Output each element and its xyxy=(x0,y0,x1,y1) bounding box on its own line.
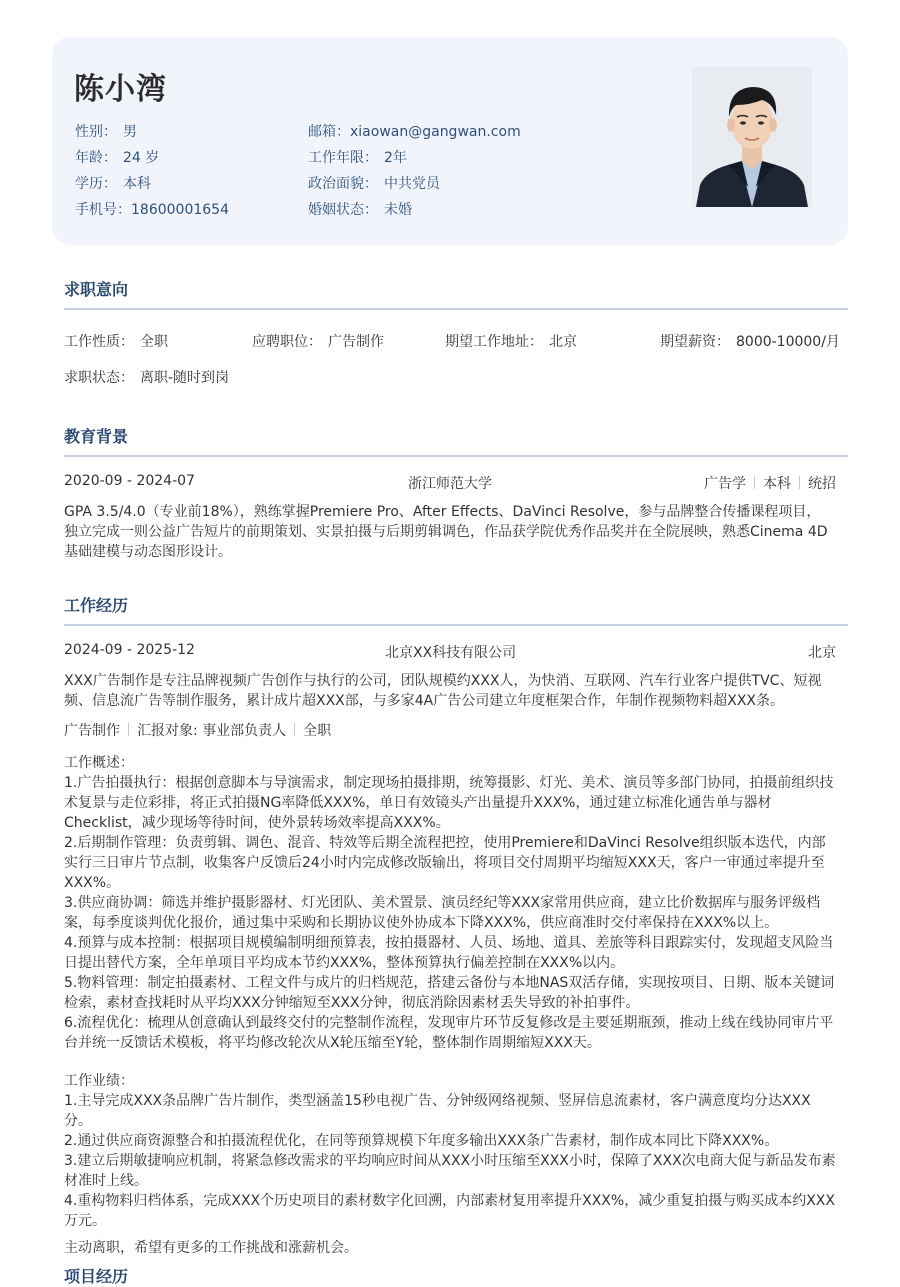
phone-row xyxy=(75,199,229,219)
marital-label: 婚姻状态： xyxy=(308,202,378,218)
education-degree: 本科 xyxy=(763,476,791,492)
email-value: xiaowan@gangwan.com xyxy=(350,124,521,140)
politics-label: 政治面貌： xyxy=(308,176,378,192)
candidate-name: 陈小湾 xyxy=(74,72,167,107)
section-divider xyxy=(64,624,848,626)
education-label: 学历： xyxy=(75,176,117,192)
work-tag-role: 广告制作 xyxy=(64,723,120,739)
work-leave-reason: 主动离职，希望有更多的工作挑战和涨薪机会。 xyxy=(64,1240,358,1256)
intent-salary-label: 期望薪资： xyxy=(660,334,730,350)
work-overview-title: 工作概述： xyxy=(64,755,134,771)
list-item: 4.重构物料归档体系，完成XXX个历史项目的素材数字化回溯，内部素材复用率提升XXX%，减少重复拍摄与购买成本约XXX万元。 xyxy=(64,1193,835,1229)
education-description: GPA 3.5/4.0（专业前18%），熟练掌握Premiere Pro、After Effects、DaVinci Resolve，参与品牌整合传播课程项目，独立完成一则公益广告短片的前期策划、实景拍摄与后期剪辑调色，作品获学院优秀作品奖并在全院展映，熟悉Cinema 4D基础建模与动态图形设计。 xyxy=(64,504,828,560)
intent-salary-value: 8000-10000/月 xyxy=(736,334,840,350)
profile-photo xyxy=(692,67,812,207)
intent-status xyxy=(64,367,229,387)
separator xyxy=(799,476,800,489)
work-city: 北京 xyxy=(808,645,836,661)
list-item: 3.建立后期敏捷响应机制，将紧急修改需求的平均响应时间从XXX小时压缩至XXX小时，保障了XXX次电商大促与新品发布素材准时上线。 xyxy=(64,1153,836,1189)
gender-label: 性别： xyxy=(75,124,117,140)
years-row xyxy=(308,147,407,167)
intent-position xyxy=(252,331,384,351)
email-row xyxy=(308,121,521,141)
work-company: 北京XX科技有限公司 xyxy=(385,645,517,661)
work-achievement-title: 工作业绩： xyxy=(64,1073,134,1089)
intent-salary xyxy=(660,331,840,351)
education-value: 本科 xyxy=(123,176,151,192)
email-label: 邮箱： xyxy=(308,124,350,140)
section-title-intent: 求职意向 xyxy=(64,280,129,299)
intent-type-value: 全职 xyxy=(140,334,168,350)
age-row xyxy=(75,147,159,167)
years-label: 工作年限： xyxy=(308,150,378,166)
intent-location-value: 北京 xyxy=(549,334,577,350)
section-title-projects: 项目经历 xyxy=(64,1267,129,1286)
list-item: 2.后期制作管理：负责剪辑、调色、混音、特效等后期全流程把控，使用Premiere和DaVinci Resolve组织版本迭代，内部实行三日审片节点制，收集客户反馈后24小时内完成修改版输出，将项目交付周期平均缩短XXX天，客户一审通过率提升至XXX%。 xyxy=(64,835,826,891)
phone-label: 手机号： xyxy=(75,202,131,218)
work-details xyxy=(64,753,836,1258)
marital-value: 未婚 xyxy=(384,202,412,218)
spacer xyxy=(64,1053,836,1071)
section-title-work: 工作经历 xyxy=(64,596,129,615)
intent-type-label: 工作性质： xyxy=(64,334,134,350)
list-item: 4.预算与成本控制：根据项目规模编制明细预算表，按拍摄器材、人员、场地、道具、差旅等科目跟踪实付，发现超支风险当日提出替代方案，全年单项目平均成本节约XXX%，整体预算执行偏差控制在XXX%以内。 xyxy=(64,935,834,971)
politics-row xyxy=(308,173,440,193)
list-item: 5.物料管理：制定拍摄素材、工程文件与成片的归档规范，搭建云备份与本地NAS双活存储，实现按项目、日期、版本关键词检索，素材查找耗时从平均XXX分钟缩短至XXX分钟，彻底消除因素材丢失导致的补拍事件。 xyxy=(64,975,835,1011)
section-title-education: 教育背景 xyxy=(64,427,129,446)
intent-position-label: 应聘职位： xyxy=(252,334,322,350)
intent-type xyxy=(64,331,168,351)
politics-value: 中共党员 xyxy=(384,176,440,192)
gender-row xyxy=(75,121,137,141)
education-row xyxy=(75,173,151,193)
work-company-intro: XXX广告制作是专注品牌视频广告创作与执行的公司，团队规模约XXX人，为快消、互联网、汽车行业客户提供TVC、短视频、信息流广告等制作服务，累计成片超XXX部，与多家4A广告公司建立年度框架合作，年制作视频物料超XXX条。 xyxy=(64,673,822,709)
separator xyxy=(754,476,755,489)
years-value: 2年 xyxy=(384,150,407,166)
gender-value: 男 xyxy=(123,124,137,140)
list-item: 1.广告拍摄执行：根据创意脚本与导演需求，制定现场拍摄排期，统筹摄影、灯光、美术、演员等多部门协同，拍摄前组织技术复景与走位彩排，将正式拍摄NG率降低XXX%，单日有效镜头产出量提升XXX%，通过建立标准化通告单与器材Checklist，减少现场等待时间，使外景转场效率提高XXX%。 xyxy=(64,775,834,831)
age-label: 年龄： xyxy=(75,150,117,166)
age-value: 24 岁 xyxy=(123,150,160,166)
education-enroll: 统招 xyxy=(808,476,836,492)
list-item: 3.供应商协调：筛选并维护摄影器材、灯光团队、美术置景、演员经纪等XXX家常用供应商，建立比价数据库与服务评级档案，每季度谈判优化报价，通过集中采购和长期协议使外协成本下降XXX%，供应商准时交付率保持在XXX%以上。 xyxy=(64,895,821,931)
intent-location-label: 期望工作地址： xyxy=(445,334,543,350)
list-item: 2.通过供应商资源整合和拍摄流程优化，在同等预算规模下年度多输出XXX条广告素材，制作成本同比下降XXX%。 xyxy=(64,1133,779,1149)
section-divider xyxy=(64,455,848,457)
education-period: 2020-09 - 2024-07 xyxy=(64,473,195,489)
intent-status-label: 求职状态： xyxy=(64,370,134,386)
work-tag-type: 全职 xyxy=(303,723,332,739)
education-meta xyxy=(704,473,836,493)
work-tags xyxy=(64,720,331,740)
section-divider xyxy=(64,308,848,310)
work-tag-report: 汇报对象: 事业部负责人 xyxy=(137,723,287,739)
education-major: 广告学 xyxy=(704,476,746,492)
education-school: 浙江师范大学 xyxy=(408,476,492,492)
intent-location xyxy=(445,331,577,351)
intent-status-value: 离职-随时到岗 xyxy=(140,370,230,386)
work-period: 2024-09 - 2025-12 xyxy=(64,642,195,658)
phone-value: 18600001654 xyxy=(131,202,229,218)
marital-row xyxy=(308,199,412,219)
intent-position-value: 广告制作 xyxy=(328,334,384,350)
separator xyxy=(128,723,129,736)
list-item: 1.主导完成XXX条品牌广告片制作，类型涵盖15秒电视广告、分钟级网络视频、竖屏信息流素材，客户满意度均分达XXX分。 xyxy=(64,1093,811,1129)
separator xyxy=(294,723,295,736)
list-item: 6.流程优化：梳理从创意确认到最终交付的完整制作流程，发现审片环节反复修改是主要延期瓶颈，推动上线在线协同审片平台并统一反馈话术模板，将平均修改轮次从X轮压缩至Y轮，整体制作周期缩短XXX天。 xyxy=(64,1015,834,1051)
